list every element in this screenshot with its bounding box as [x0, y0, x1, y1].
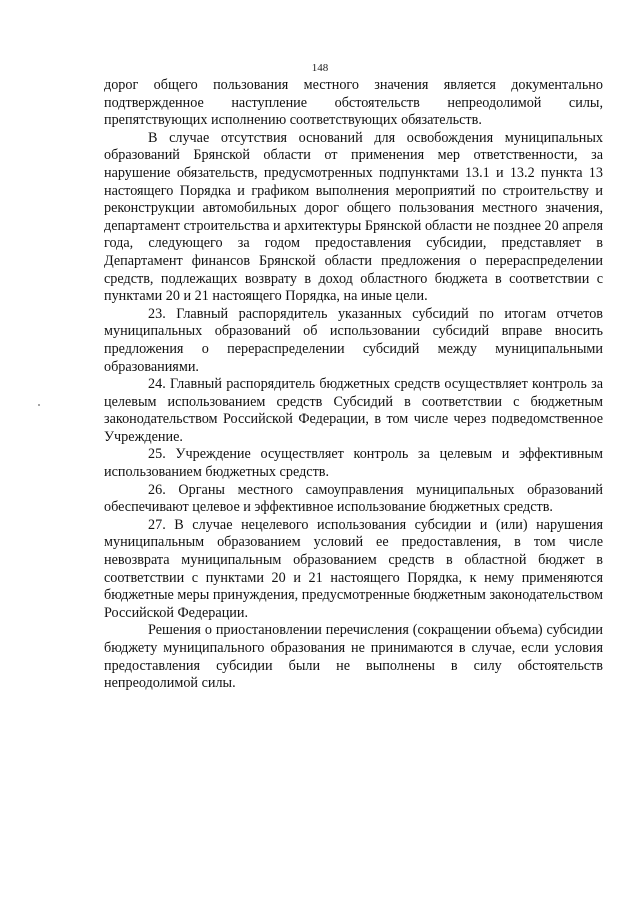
- paragraph-27: 27. В случае нецелевого использования субсидии и (или) нарушения муниципальным образованием условий ее предоставления, в том числе невозврата муниципальным образованием средств в областной бюджет в соответствии с пунктами 20 и 21 настоящего Порядка, к нему применяются бюджетные меры принуждения, предусмотренные бюджетным законодательством Российской Федерации.: [104, 516, 603, 621]
- document-body: [104, 77, 603, 693]
- paragraph-24: 24. Главный распорядитель бюджетных средств осуществляет контроль за целевым использованием средств Субсидий в соответствии с бюджетным законодательством Российской Федерации, в том числе через подведомственное Учреждение.: [104, 376, 603, 445]
- paragraph-23: 23. Главный распорядитель указанных субсидий по итогам отчетов муниципальных образований об использовании субсидий вправе вносить предложения о перераспределении субсидий между муниципальными образованиями.: [104, 305, 603, 375]
- paragraph-decisions: Решения о приостановлении перечисления (сокращении объема) субсидии бюджету муниципального образования не принимаются в случае, если условия предоставления субсидии были не выполнены в силу обстоятельств непреодолимой силы.: [104, 622, 603, 692]
- paragraph-25: 25. Учреждение осуществляет контроль за целевым и эффективным использованием бюджетных средств.: [104, 446, 603, 481]
- page-number: 148: [311, 62, 329, 74]
- paragraph-26: 26. Органы местного самоуправления муниципальных образований обеспечивают целевое и эффективное использование бюджетных средств.: [104, 481, 603, 516]
- paragraph-continuation: дорог общего пользования местного значения является документально подтвержденное наступление обстоятельств непреодолимой силы, препятствующих исполнению соответствующих обязательств.: [104, 77, 603, 129]
- paragraph-responsibility: В случае отсутствия оснований для освобождения муниципальных образований Брянской области от применения мер ответственности, за нарушение обязательств, предусмотренных подпунктами 13.1 и 13.2 пункта 13 настоящего Порядка и графиком выполнения мероприятий по строительству и реконструкции автомобильных дорог общего пользования местного значения, департамент строительства и архитектуры Брянской области не позднее 20 апреля года, следующего за годом предоставления субсидии, представляет в Департамент финансов Брянской области предложения о перераспределении средств, подлежащих возврату в доход областного бюджета в соответствии с пунктами 20 и 21 настоящего Порядка, на иные цели.: [104, 129, 603, 305]
- margin-mark: [38, 404, 40, 406]
